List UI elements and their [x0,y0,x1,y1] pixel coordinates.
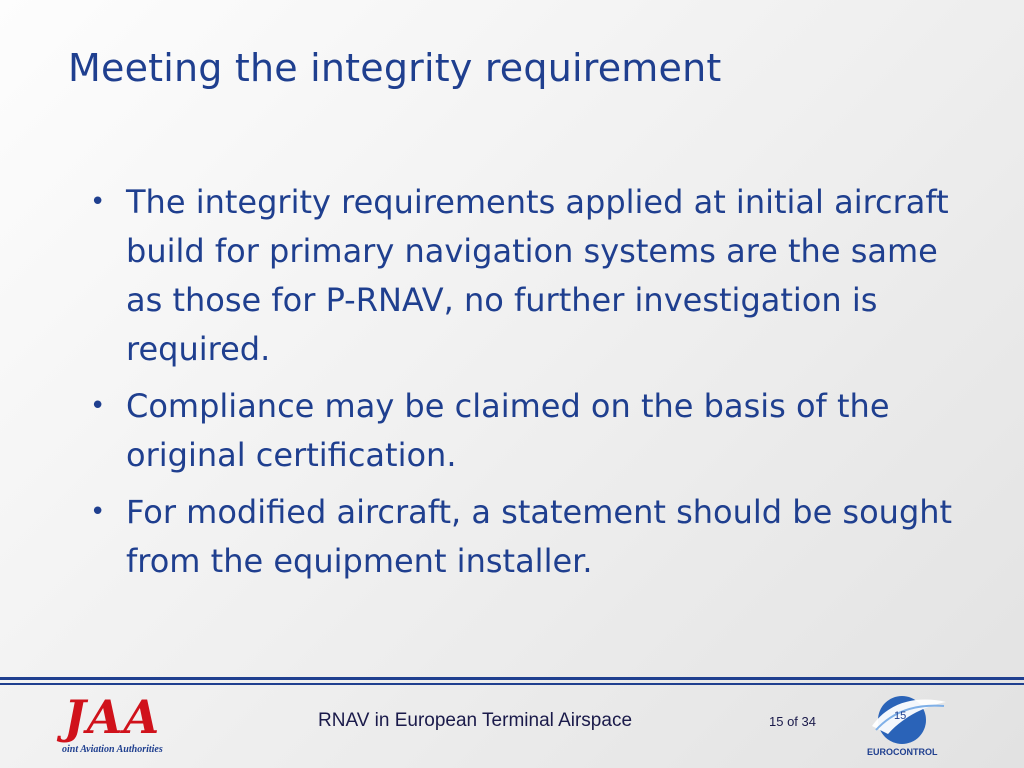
bullet-text: Compliance may be claimed on the basis of the original certification. [126,387,890,474]
slide-title: Meeting the integrity requirement [68,46,722,90]
eurocontrol-slide-number: 15 [894,710,907,722]
jaa-logo-subtitle: oint Aviation Authorities [62,744,163,755]
footer-divider [0,677,1024,680]
eurocontrol-logo-text: EUROCONTROL [867,747,938,757]
page-indicator: 15 of 34 [769,714,816,729]
bullet-icon: • [90,187,106,217]
bullet-icon: • [90,497,106,527]
eurocontrol-logo [860,690,950,762]
bullet-text: The integrity requirements applied at initial aircraft build for primary navigation systems are the same as those for P-RNAV, no further investigation is required. [126,183,949,368]
bullet-item [86,488,966,586]
jaa-logo-text: JAA [64,690,161,744]
bullet-list [86,178,966,594]
footer-divider [0,683,1024,685]
presentation-title: RNAV in European Terminal Airspace [318,710,633,731]
bullet-icon: • [90,391,106,421]
bullet-text: For modified aircraft, a statement should be sought from the equipment installer. [126,493,953,580]
bullet-item [86,382,966,480]
bullet-item [86,178,966,374]
jaa-logo [54,690,204,760]
